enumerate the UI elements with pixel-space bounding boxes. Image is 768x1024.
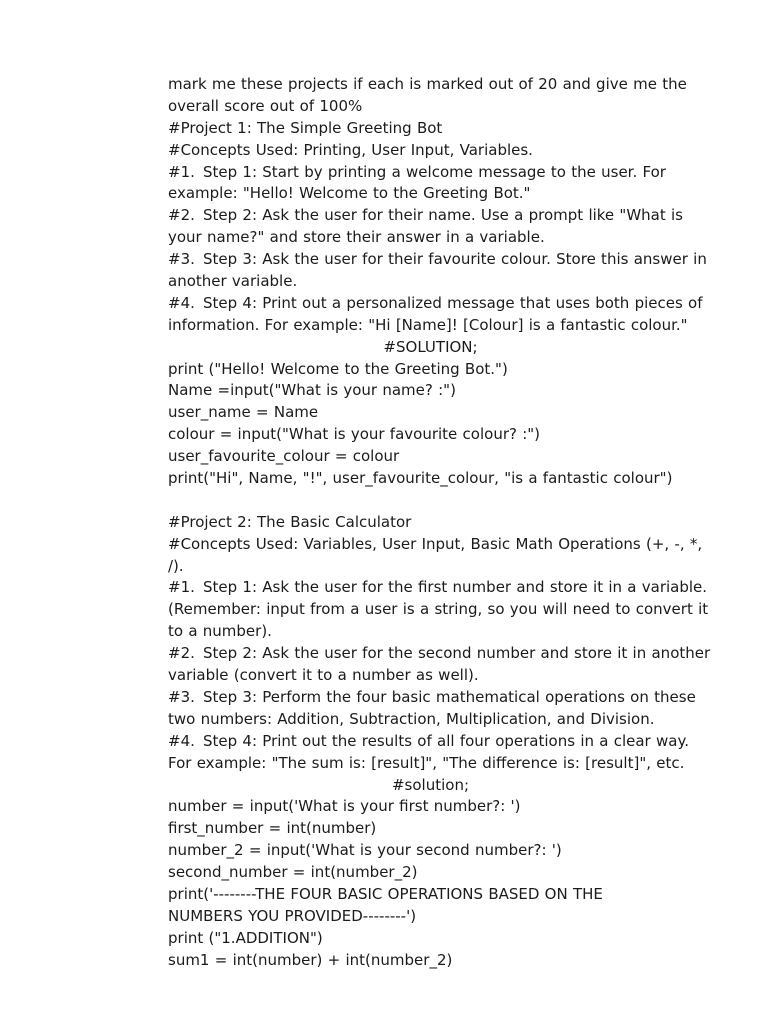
text-line: sum1 = int(number) + int(number_2) <box>168 950 453 969</box>
text-line: your name?" and store their answer in a variable. <box>168 228 545 247</box>
step-text: Step 4: Print out the results of all four operations in a clear way. <box>203 731 689 750</box>
text-line: to a number). <box>168 622 272 641</box>
text-line: #Project 1: The Simple Greeting Bot <box>168 118 443 137</box>
text-line: For example: "The sum is: [result]", "The difference is: [result]", etc. <box>168 753 685 772</box>
text-line: colour = input("What is your favourite colour? :") <box>168 425 541 444</box>
step-number: #4. <box>168 293 195 312</box>
text-line: mark me these projects if each is marked out of 20 and give me the <box>168 75 687 93</box>
step-number: #2. <box>168 206 195 225</box>
step-line <box>168 687 696 709</box>
text-line: another variable. <box>168 272 298 291</box>
step-text: Step 2: Ask the user for their name. Use a prompt like "What is <box>203 206 683 225</box>
text-line: number_2 = input('What is your second number?: ') <box>168 841 562 860</box>
text-line: NUMBERS YOU PROVIDED--------') <box>168 906 417 925</box>
step-line <box>168 731 693 753</box>
step-line <box>168 577 708 599</box>
step-number: #1. <box>168 578 195 597</box>
step-number: #3. <box>168 687 195 706</box>
text-line: first_number = int(number) <box>168 819 377 838</box>
step-text: Step 1: Start by printing a welcome message to the user. For <box>203 162 666 181</box>
step-line <box>168 162 693 184</box>
step-text: Step 2: Ask the user for the second number and store it in another <box>203 644 711 663</box>
step-text: Step 1: Ask the user for the first number and store it in a variable. <box>203 578 708 597</box>
text-line: user_name = Name <box>168 403 319 422</box>
text-line: print('--------THE FOUR BASIC OPERATIONS BASED ON THE <box>168 884 603 903</box>
text-line: user_favourite_colour = colour <box>168 447 400 466</box>
text-line: print ("Hello! Welcome to the Greeting Bot.") <box>168 359 508 378</box>
step-number: #4. <box>168 731 195 750</box>
step-text: Step 4: Print out a personalized message that uses both pieces of <box>203 293 703 312</box>
step-line <box>168 643 711 665</box>
step-line <box>168 205 693 227</box>
section-heading: #SOLUTION; <box>383 337 478 356</box>
section-heading: #solution; <box>391 775 470 794</box>
step-number: #3. <box>168 250 195 269</box>
text-line: example: "Hello! Welcome to the Greeting Bot." <box>168 184 531 203</box>
text-line: print ("1.ADDITION") <box>168 928 323 947</box>
text-line: (Remember: input from a user is a string, so you will need to convert it <box>168 600 709 619</box>
step-line <box>168 249 707 271</box>
step-text: Step 3: Perform the four basic mathematical operations on these <box>203 687 696 706</box>
text-line: variable (convert it to a number as well). <box>168 666 479 685</box>
text-line: print("Hi", Name, "!", user_favourite_colour, "is a fantastic colour") <box>168 469 673 488</box>
step-number: #2. <box>168 644 195 663</box>
text-line: Name =input("What is your name? :") <box>168 381 456 400</box>
text-line: number = input('What is your first number?: ') <box>168 797 521 816</box>
text-line: information. For example: "Hi [Name]! [Colour] is a fantastic colour." <box>168 315 688 334</box>
step-line <box>168 293 703 315</box>
step-number: #1. <box>168 162 195 181</box>
text-line: #Concepts Used: Variables, User Input, Basic Math Operations (+, -, *, <box>168 534 703 553</box>
text-line: two numbers: Addition, Subtraction, Multiplication, and Division. <box>168 709 655 728</box>
text-line: #Concepts Used: Printing, User Input, Variables. <box>168 140 533 159</box>
step-text: Step 3: Ask the user for their favourite colour. Store this answer in <box>203 250 707 269</box>
text-line: second_number = int(number_2) <box>168 863 418 882</box>
text-line: overall score out of 100% <box>168 96 363 115</box>
text-line: #Project 2: The Basic Calculator <box>168 512 412 531</box>
document-body <box>168 74 711 972</box>
text-line: /). <box>168 556 184 575</box>
blank-line <box>168 490 693 512</box>
